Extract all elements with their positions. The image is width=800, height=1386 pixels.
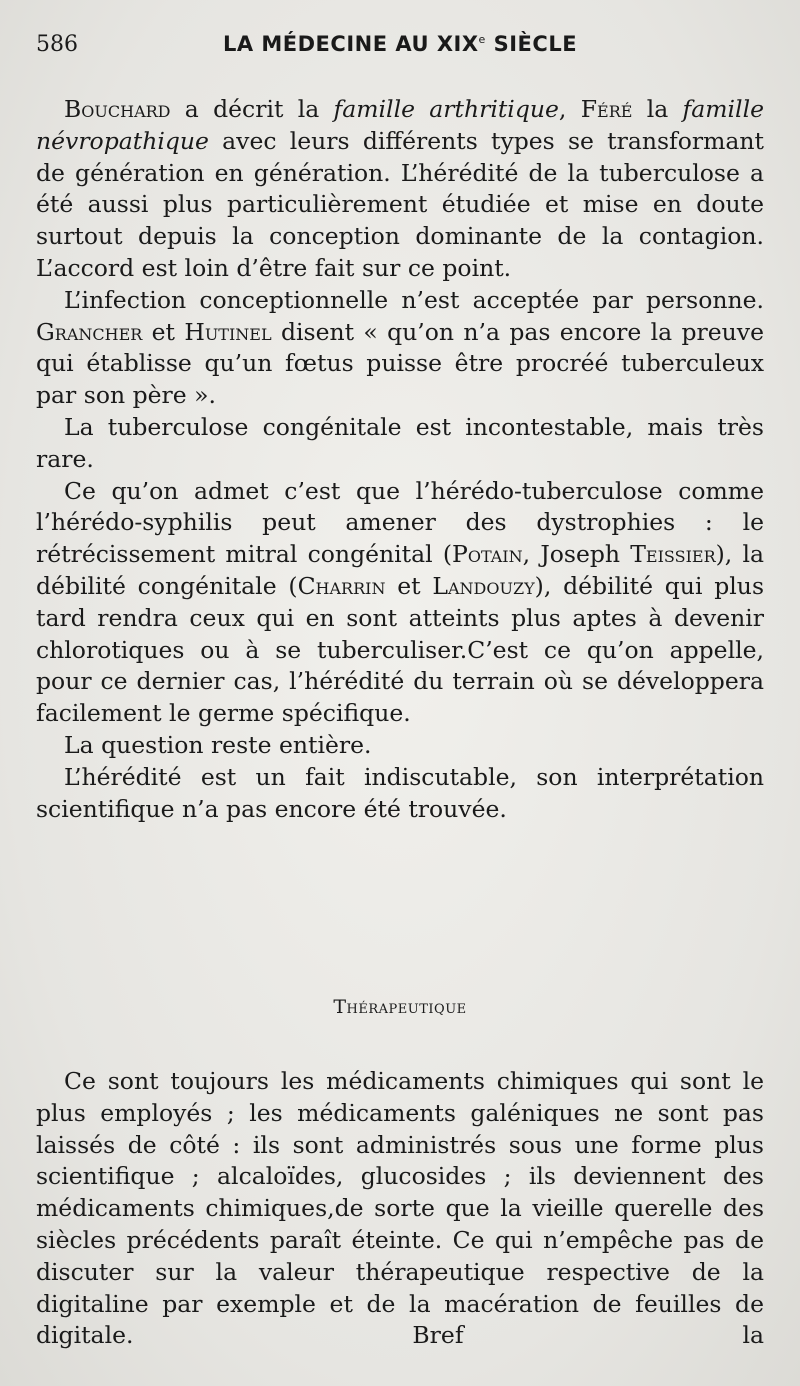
author-name: Féré [580, 95, 633, 123]
running-head-end: SIÈCLE [485, 32, 578, 56]
page-header [0, 32, 800, 62]
author-name: Landouzy [432, 571, 535, 600]
page-number: 586 [36, 32, 78, 57]
author-name: Charrin [297, 571, 386, 600]
paragraph-text: Ce qu’on admet c’est que l’hérédo-tuberculose comme l’hérédo-syphilis peut amener des dystrophies : le rétrécissement mitral congénital ( [36, 476, 764, 569]
section-heading: Thérapeutique [333, 996, 467, 1018]
paragraph-text: et [385, 571, 433, 600]
section-paragraph-1: Ce sont toujours les médicaments chimiques qui sont le plus employés ; les médicaments galéniques ne sont pas laissés de côté : ils sont administrés sous une forme plus scientifique ; alcaloïdes, glucosides ; ils deviennent des médicaments chimiques,de sorte que la vieille querelle des siècles précédents paraît éteinte. Ce qui n’empêche pas de discuter sur la valeur thérapeutique respective de la digitaline par exemple et de la macération de feuilles de digitale. Bref la [36, 1067, 764, 1350]
author-name: Teissier [630, 540, 716, 569]
running-head-text: LA MÉDECINE AU XIX [222, 32, 479, 56]
paragraph-text: a décrit la [170, 95, 334, 123]
italic-term: famille névropathique [36, 95, 764, 155]
running-head [0, 32, 800, 56]
paragraph-text: L’infection conceptionnelle n’est acceptée par personne. [64, 285, 764, 314]
paragraph-text: la [632, 95, 683, 123]
paragraph-2 [36, 285, 764, 412]
paragraph-5: La question reste entière. [64, 730, 372, 759]
author-name: Grancher [36, 317, 143, 346]
author-name: Hutinel [184, 317, 272, 346]
running-head-superscript: e [478, 33, 486, 46]
paragraph-4 [36, 476, 764, 730]
paragraph-text: et [142, 317, 185, 346]
paragraph-1 [36, 94, 764, 285]
author-name: Bouchard [64, 95, 171, 123]
paragraph-text: avec leurs différents types se transformant de génération en génération. L’hérédité de la tuberculose a été aussi plus particulièrement étudiée et mise en doute surtout depuis la conception dominante de la contagion. L’accord est loin d’être fait sur ce point. [36, 126, 764, 282]
paragraph-text: ), la débilité congénitale ( [36, 540, 765, 600]
author-name: Potain [452, 540, 523, 569]
paragraph-text: , [558, 95, 581, 123]
paragraph-text: ), débilité qui plus tard rendra ceux qui en sont atteints plus aptes à devenir chlorotiques ou à se tuberculiser.C’est ce qu’on appelle, pour ce dernier cas, l’hérédité du terrain où se développera facilement le germe spécifique. [36, 571, 764, 728]
paragraph-text: , Joseph [522, 540, 631, 569]
paragraph-text: disent « qu’on n’a pas encore la preuve qui établisse qu’un fœtus puisse être procréé tuberculeux par son père ». [36, 317, 764, 410]
body-text [36, 94, 764, 825]
section-body [36, 1066, 764, 1352]
paragraph-6: L’hérédité est un fait indiscutable, son interprétation scientifique n’a pas encore été trouvée. [36, 762, 764, 823]
paragraph-3: La tuberculose congénitale est incontestable, mais très rare. [36, 412, 764, 473]
italic-term: famille arthritique [333, 95, 559, 123]
